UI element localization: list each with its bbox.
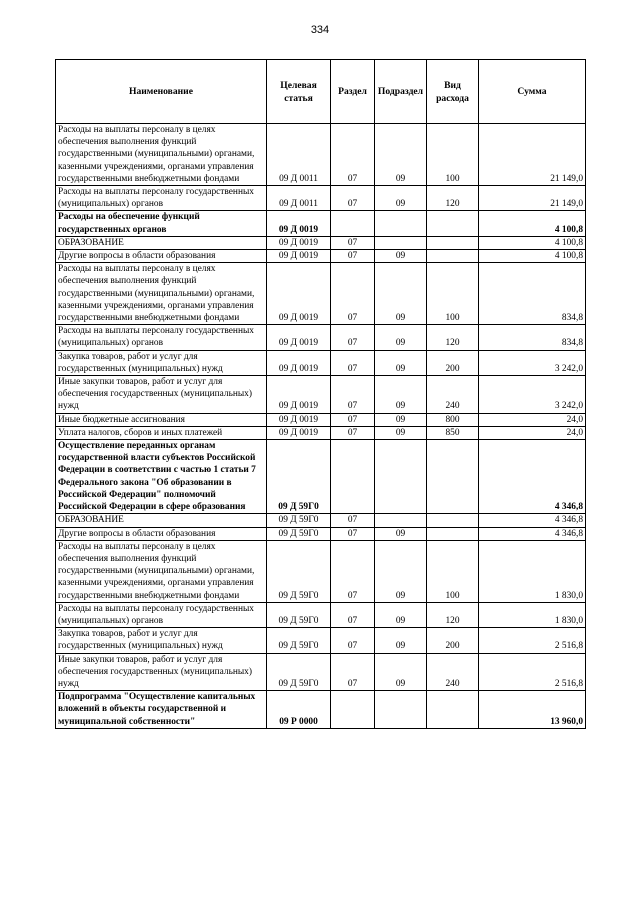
header-section: Раздел — [331, 60, 375, 124]
table-row — [56, 350, 586, 375]
row-subsection: 09 — [375, 540, 427, 602]
row-section: 07 — [331, 602, 375, 627]
header-subsection: Подраздел — [375, 60, 427, 124]
row-section: 07 — [331, 514, 375, 527]
row-exp-type: 120 — [427, 325, 479, 350]
table-row — [56, 440, 586, 514]
row-exp-type — [427, 440, 479, 514]
table-row — [56, 691, 586, 729]
row-section: 07 — [331, 527, 375, 540]
row-exp-type — [427, 250, 479, 263]
table-row — [56, 376, 586, 414]
table-header-row — [56, 60, 586, 124]
row-section: 07 — [331, 350, 375, 375]
row-target: 09 Д 59Г0 — [267, 540, 331, 602]
row-target: 09 Д 0011 — [267, 124, 331, 186]
row-target: 09 Д 0019 — [267, 250, 331, 263]
row-name: Расходы на выплаты персоналу государственных (муниципальных) органов — [56, 186, 267, 211]
row-section — [331, 440, 375, 514]
row-target: 09 Д 0019 — [267, 376, 331, 414]
table-row — [56, 124, 586, 186]
row-name: Расходы на обеспечение функций государственных органов — [56, 211, 267, 236]
row-name: Иные закупки товаров, работ и услуг для обеспечения государственных (муниципальных) нужд — [56, 376, 267, 414]
table-row — [56, 186, 586, 211]
row-name: Закупка товаров, работ и услуг для государственных (муниципальных) нужд — [56, 350, 267, 375]
row-section: 07 — [331, 540, 375, 602]
row-sum: 2 516,8 — [479, 628, 586, 653]
row-exp-type: 850 — [427, 426, 479, 439]
row-subsection — [375, 236, 427, 249]
header-target: Целевая статья — [267, 60, 331, 124]
row-exp-type — [427, 236, 479, 249]
row-subsection: 09 — [375, 350, 427, 375]
row-name: ОБРАЗОВАНИЕ — [56, 514, 267, 527]
row-sum: 4 346,8 — [479, 514, 586, 527]
row-subsection: 09 — [375, 250, 427, 263]
row-sum: 3 242,0 — [479, 376, 586, 414]
row-subsection: 09 — [375, 413, 427, 426]
budget-table — [55, 59, 586, 729]
row-sum: 4 100,8 — [479, 236, 586, 249]
row-subsection: 09 — [375, 653, 427, 691]
table-row — [56, 263, 586, 325]
row-section: 07 — [331, 376, 375, 414]
row-subsection: 09 — [375, 527, 427, 540]
row-target: 09 Д 59Г0 — [267, 440, 331, 514]
row-target: 09 Д 0019 — [267, 263, 331, 325]
row-name: Иные закупки товаров, работ и услуг для обеспечения государственных (муниципальных) нужд — [56, 653, 267, 691]
row-target: 09 Д 59Г0 — [267, 628, 331, 653]
row-name: Расходы на выплаты персоналу государственных (муниципальных) органов — [56, 325, 267, 350]
table-row — [56, 236, 586, 249]
row-name: Закупка товаров, работ и услуг для государственных (муниципальных) нужд — [56, 628, 267, 653]
row-exp-type: 200 — [427, 628, 479, 653]
row-target: 09 Д 59Г0 — [267, 527, 331, 540]
row-exp-type: 800 — [427, 413, 479, 426]
row-exp-type — [427, 514, 479, 527]
row-name: ОБРАЗОВАНИЕ — [56, 236, 267, 249]
row-name: Расходы на выплаты персоналу в целях обеспечения выполнения функций государственными (муниципальными) органами, казенными учреждениями, органами управления государственными внебюджетными фондами — [56, 540, 267, 602]
row-target: 09 Д 0011 — [267, 186, 331, 211]
row-subsection — [375, 440, 427, 514]
row-section — [331, 211, 375, 236]
row-exp-type: 240 — [427, 653, 479, 691]
row-exp-type — [427, 211, 479, 236]
row-subsection — [375, 211, 427, 236]
row-section: 07 — [331, 426, 375, 439]
header-exp-type: Вид расхода — [427, 60, 479, 124]
row-sum: 2 516,8 — [479, 653, 586, 691]
row-target: 09 Д 0019 — [267, 413, 331, 426]
row-exp-type: 200 — [427, 350, 479, 375]
row-subsection: 09 — [375, 376, 427, 414]
row-sum: 24,0 — [479, 413, 586, 426]
row-subsection: 09 — [375, 426, 427, 439]
page-number: 334 — [310, 24, 330, 36]
table-row — [56, 602, 586, 627]
row-target: 09 Р 0000 — [267, 691, 331, 729]
row-name: Осуществление переданных органам государственной власти субъектов Российской Федерации в соответствии с частью 1 статьи 7 Федерального закона "Об образовании в Российской Федерации" полномочий Российской Федерации в сфере образования — [56, 440, 267, 514]
row-sum: 4 100,8 — [479, 211, 586, 236]
row-section: 07 — [331, 653, 375, 691]
row-name: Подпрограмма "Осуществление капитальных вложений в объекты государственной и муниципальной собственности" — [56, 691, 267, 729]
row-section: 07 — [331, 628, 375, 653]
row-name: Иные бюджетные ассигнования — [56, 413, 267, 426]
row-name: Расходы на выплаты персоналу в целях обеспечения выполнения функций государственными (муниципальными) органами, казенными учреждениями, органами управления государственными внебюджетными фондами — [56, 124, 267, 186]
row-target: 09 Д 0019 — [267, 350, 331, 375]
row-section: 07 — [331, 186, 375, 211]
row-subsection: 09 — [375, 325, 427, 350]
row-sum: 21 149,0 — [479, 124, 586, 186]
row-target: 09 Д 59Г0 — [267, 514, 331, 527]
row-sum: 13 960,0 — [479, 691, 586, 729]
row-subsection: 09 — [375, 263, 427, 325]
row-sum: 834,8 — [479, 325, 586, 350]
table-row — [56, 540, 586, 602]
table-row — [56, 325, 586, 350]
row-exp-type — [427, 527, 479, 540]
row-subsection — [375, 691, 427, 729]
row-target: 09 Д 59Г0 — [267, 653, 331, 691]
row-section — [331, 691, 375, 729]
row-exp-type: 240 — [427, 376, 479, 414]
row-subsection: 09 — [375, 602, 427, 627]
row-sum: 3 242,0 — [479, 350, 586, 375]
row-section: 07 — [331, 124, 375, 186]
row-target: 09 Д 0019 — [267, 325, 331, 350]
row-sum: 4 346,8 — [479, 440, 586, 514]
row-exp-type: 100 — [427, 263, 479, 325]
row-section: 07 — [331, 413, 375, 426]
row-subsection: 09 — [375, 124, 427, 186]
table-row — [56, 514, 586, 527]
row-target: 09 Д 0019 — [267, 426, 331, 439]
row-sum: 21 149,0 — [479, 186, 586, 211]
row-sum: 1 830,0 — [479, 602, 586, 627]
row-section: 07 — [331, 250, 375, 263]
row-subsection: 09 — [375, 186, 427, 211]
table-row — [56, 211, 586, 236]
row-target: 09 Д 59Г0 — [267, 602, 331, 627]
table-row — [56, 250, 586, 263]
row-sum: 4 346,8 — [479, 527, 586, 540]
row-name: Другие вопросы в области образования — [56, 250, 267, 263]
row-name: Другие вопросы в области образования — [56, 527, 267, 540]
table-row — [56, 628, 586, 653]
row-target: 09 Д 0019 — [267, 236, 331, 249]
table-row — [56, 413, 586, 426]
row-subsection — [375, 514, 427, 527]
header-name: Наименование — [56, 60, 267, 124]
row-target: 09 Д 0019 — [267, 211, 331, 236]
row-exp-type: 100 — [427, 124, 479, 186]
row-name: Расходы на выплаты персоналу государственных (муниципальных) органов — [56, 602, 267, 627]
row-exp-type — [427, 691, 479, 729]
header-sum: Сумма — [479, 60, 586, 124]
row-section: 07 — [331, 325, 375, 350]
row-section: 07 — [331, 263, 375, 325]
row-sum: 1 830,0 — [479, 540, 586, 602]
row-exp-type: 100 — [427, 540, 479, 602]
row-sum: 834,8 — [479, 263, 586, 325]
row-exp-type: 120 — [427, 186, 479, 211]
table-row — [56, 426, 586, 439]
row-subsection: 09 — [375, 628, 427, 653]
table-row — [56, 527, 586, 540]
row-name: Расходы на выплаты персоналу в целях обеспечения выполнения функций государственными (муниципальными) органами, казенными учреждениями, органами управления государственными внебюджетными фондами — [56, 263, 267, 325]
row-section: 07 — [331, 236, 375, 249]
row-sum: 4 100,8 — [479, 250, 586, 263]
row-exp-type: 120 — [427, 602, 479, 627]
row-name: Уплата налогов, сборов и иных платежей — [56, 426, 267, 439]
table-row — [56, 653, 586, 691]
row-sum: 24,0 — [479, 426, 586, 439]
